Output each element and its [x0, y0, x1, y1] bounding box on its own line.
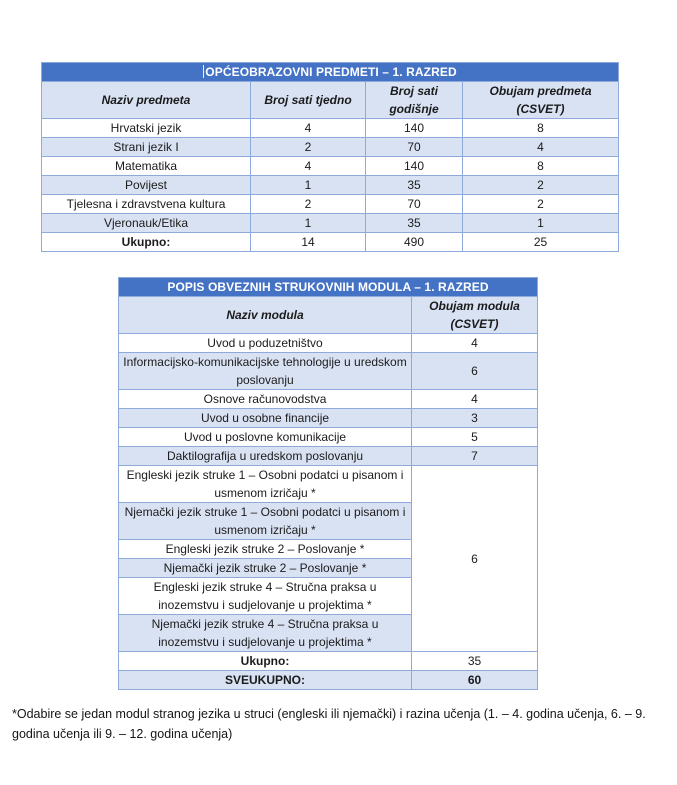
hours-weekly-cell: 2 — [251, 138, 366, 157]
table1-col-header-broj-sati-tjedno: Broj sati tjedno — [251, 82, 366, 119]
subject-name-cell: Strani jezik I — [42, 138, 251, 157]
table1-col-header-obujam-predmeta: Obujam predmeta (CSVET) — [463, 82, 619, 119]
table1-total-row — [42, 233, 619, 252]
table2-total-row — [119, 652, 538, 671]
table2-title: POPIS OBVEZNIH STRUKOVNIH MODULA – 1. RAZRED — [119, 278, 538, 297]
module-csvet-cell: 5 — [412, 428, 538, 447]
subject-name-cell: Matematika — [42, 157, 251, 176]
subject-name-cell: Povijest — [42, 176, 251, 195]
table-row — [119, 390, 538, 409]
vocational-modules-table — [118, 277, 538, 690]
table1-col-header-broj-sati-godisnje: Broj sati godišnje — [366, 82, 463, 119]
table-row — [42, 176, 619, 195]
language-module-name-cell: Engleski jezik struke 2 – Poslovanje * — [119, 540, 412, 559]
table1-col-header-naziv-predmeta: Naziv predmeta — [42, 82, 251, 119]
table-row — [119, 409, 538, 428]
csvet-cell: 1 — [463, 214, 619, 233]
table-row — [119, 447, 538, 466]
csvet-cell: 2 — [463, 176, 619, 195]
hours-weekly-cell: 4 — [251, 119, 366, 138]
table-row — [119, 466, 538, 503]
language-module-name-cell: Njemački jezik struke 4 – Stručna praksa u inozemstvu i sudjelovanje u projektima * — [119, 615, 412, 652]
module-csvet-cell: 6 — [412, 353, 538, 390]
module-name-cell: Daktilografija u uredskom poslovanju — [119, 447, 412, 466]
table1-title-bar — [42, 63, 619, 82]
hours-yearly-cell: 140 — [366, 157, 463, 176]
total-label: Ukupno: — [119, 652, 412, 671]
table1-title: OPĆEOBRAZOVNI PREDMETI – 1. RAZRED — [205, 65, 457, 79]
table-row — [42, 214, 619, 233]
module-csvet-cell: 4 — [412, 334, 538, 353]
hours-yearly-cell: 70 — [366, 138, 463, 157]
language-module-name-cell: Njemački jezik struke 1 – Osobni podatci u pisanom i usmenom izričaju * — [119, 503, 412, 540]
grand-total-label: SVEUKUPNO: — [119, 671, 412, 690]
module-csvet-cell: 4 — [412, 390, 538, 409]
total-label: Ukupno: — [42, 233, 251, 252]
general-subjects-table — [41, 62, 619, 252]
hours-yearly-cell: 70 — [366, 195, 463, 214]
module-name-cell: Uvod u poduzetništvo — [119, 334, 412, 353]
module-csvet-cell: 7 — [412, 447, 538, 466]
hours-yearly-cell: 140 — [366, 119, 463, 138]
table-row — [42, 195, 619, 214]
total-hours-yearly: 490 — [366, 233, 463, 252]
table-row — [42, 119, 619, 138]
table-row — [42, 157, 619, 176]
subject-name-cell: Vjeronauk/Etika — [42, 214, 251, 233]
module-name-cell: Uvod u poslovne komunikacije — [119, 428, 412, 447]
table2-col-header-obujam-modula: Obujam modula (CSVET) — [412, 297, 538, 334]
total-csvet: 35 — [412, 652, 538, 671]
total-csvet: 25 — [463, 233, 619, 252]
csvet-cell: 2 — [463, 195, 619, 214]
grand-total-csvet: 60 — [412, 671, 538, 690]
total-hours-weekly: 14 — [251, 233, 366, 252]
subject-name-cell: Tjelesna i zdravstvena kultura — [42, 195, 251, 214]
language-module-name-cell: Njemački jezik struke 2 – Poslovanje * — [119, 559, 412, 578]
table-row — [119, 334, 538, 353]
hours-yearly-cell: 35 — [366, 176, 463, 195]
language-module-name-cell: Engleski jezik struke 1 – Osobni podatci u pisanom i usmenom izričaju * — [119, 466, 412, 503]
hours-yearly-cell: 35 — [366, 214, 463, 233]
language-module-name-cell: Engleski jezik struke 4 – Stručna praksa u inozemstvu i sudjelovanje u projektima * — [119, 578, 412, 615]
hours-weekly-cell: 4 — [251, 157, 366, 176]
footnote: *Odabire se jedan modul stranog jezika u struci (engleski ili njemački) i razina učenja (1. – 4. godina učenja, 6. – 9. godina učenja ili 9. – 12. godina učenja) — [12, 707, 646, 741]
module-name-cell: Informacijsko-komunikacijske tehnologije u uredskom poslovanju — [119, 353, 412, 390]
hours-weekly-cell: 1 — [251, 214, 366, 233]
table-row — [119, 428, 538, 447]
table-row — [119, 353, 538, 390]
table2-col-header-naziv-modula: Naziv modula — [119, 297, 412, 334]
module-name-cell: Osnove računovodstva — [119, 390, 412, 409]
hours-weekly-cell: 2 — [251, 195, 366, 214]
subject-name-cell: Hrvatski jezik — [42, 119, 251, 138]
table2-grand-total-row — [119, 671, 538, 690]
csvet-cell: 8 — [463, 157, 619, 176]
hours-weekly-cell: 1 — [251, 176, 366, 195]
table-row — [42, 138, 619, 157]
language-group-csvet-cell: 6 — [412, 466, 538, 652]
csvet-cell: 4 — [463, 138, 619, 157]
module-name-cell: Uvod u osobne financije — [119, 409, 412, 428]
csvet-cell: 8 — [463, 119, 619, 138]
module-csvet-cell: 3 — [412, 409, 538, 428]
